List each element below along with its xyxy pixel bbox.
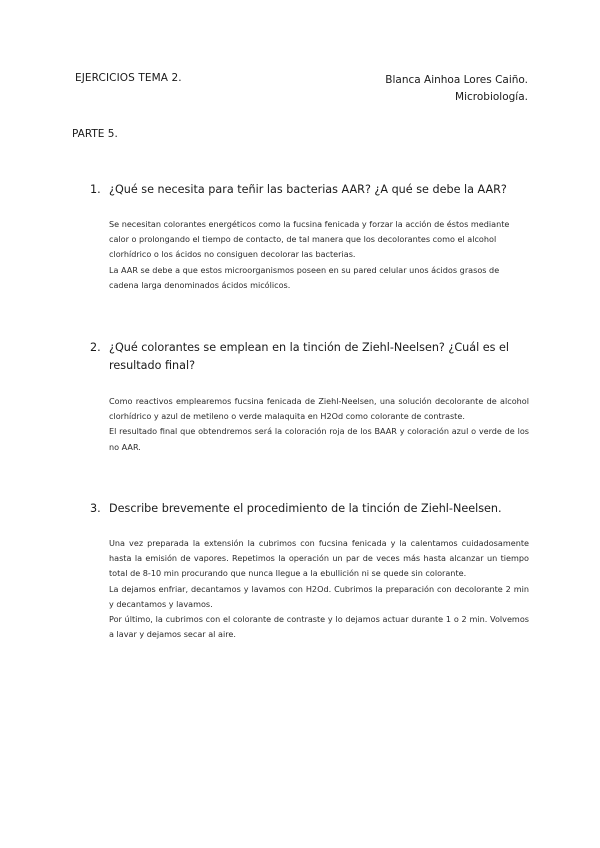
question-number: 3. [90, 502, 101, 515]
answer-paragraph: La dejamos enfriar, decantamos y lavamos con H2Od. Cubrimos la preparación con decolorante 2 min y decantamos y lavamos. [109, 583, 529, 609]
author-block [385, 72, 528, 106]
question-number: 1. [90, 183, 101, 196]
answer-paragraph: Como reactivos emplearemos fucsina fenicada de Ziehl-Neelsen, una solución decolorante de alcohol clorhídrico y azul de metileno o verde malaquita en H2Od como colorante de contraste. [109, 396, 529, 422]
question-1 [90, 181, 540, 199]
answer-3 [109, 536, 529, 642]
answer-1 [109, 217, 529, 293]
question-2 [90, 339, 540, 375]
answer-2 [109, 394, 529, 455]
part-heading: PARTE 5. [72, 128, 118, 140]
question-number: 2. [90, 341, 101, 354]
answer-paragraph: El resultado final que obtendremos será la coloración roja de los BAAR y coloración azul o verde de los no AAR. [109, 426, 529, 452]
answer-paragraph: Una vez preparada la extensión la cubrimos con fucsina fenicada y la calentamos cuidadosamente hasta la emisión de vapores. Repetimos la operación un par de veces más hasta alcanzar un tiempo total de 8-10 min procurando que nunca llegue a la ebullición ni se quede sin colorante. [109, 538, 529, 579]
question-3 [90, 500, 540, 518]
question-text: ¿Qué se necesita para teñir las bacterias AAR? ¿A qué se debe la AAR? [109, 183, 507, 196]
author-name: Blanca Ainhoa Lores Caiño. [385, 74, 528, 86]
answer-paragraph: Por último, la cubrimos con el colorante de contraste y lo dejamos actuar durante 1 o 2 min. Volvemos a lavar y dejamos secar al aire. [109, 614, 529, 640]
question-text: ¿Qué colorantes se emplean en la tinción de Ziehl-Neelsen? ¿Cuál es el resultado final? [109, 341, 510, 372]
answer-paragraph: La AAR se debe a que estos microorganismos poseen en su pared celular unos ácidos grasos de cadena larga denominados ácidos micólicos. [109, 264, 500, 290]
document-title: EJERCICIOS TEMA 2. [75, 72, 182, 84]
question-text: Describe brevemente el procedimiento de la tinción de Ziehl-Neelsen. [109, 502, 502, 515]
subject-name: Microbiología. [455, 91, 528, 103]
answer-paragraph: Se necesitan colorantes energéticos como la fucsina fenicada y forzar la acción de éstos mediante calor o prolongando el tiempo de contacto, de tal manera que los decolorantes como el alcohol clorhídrico o los ácidos no consiguen decolorar las bacterias. [109, 219, 510, 260]
